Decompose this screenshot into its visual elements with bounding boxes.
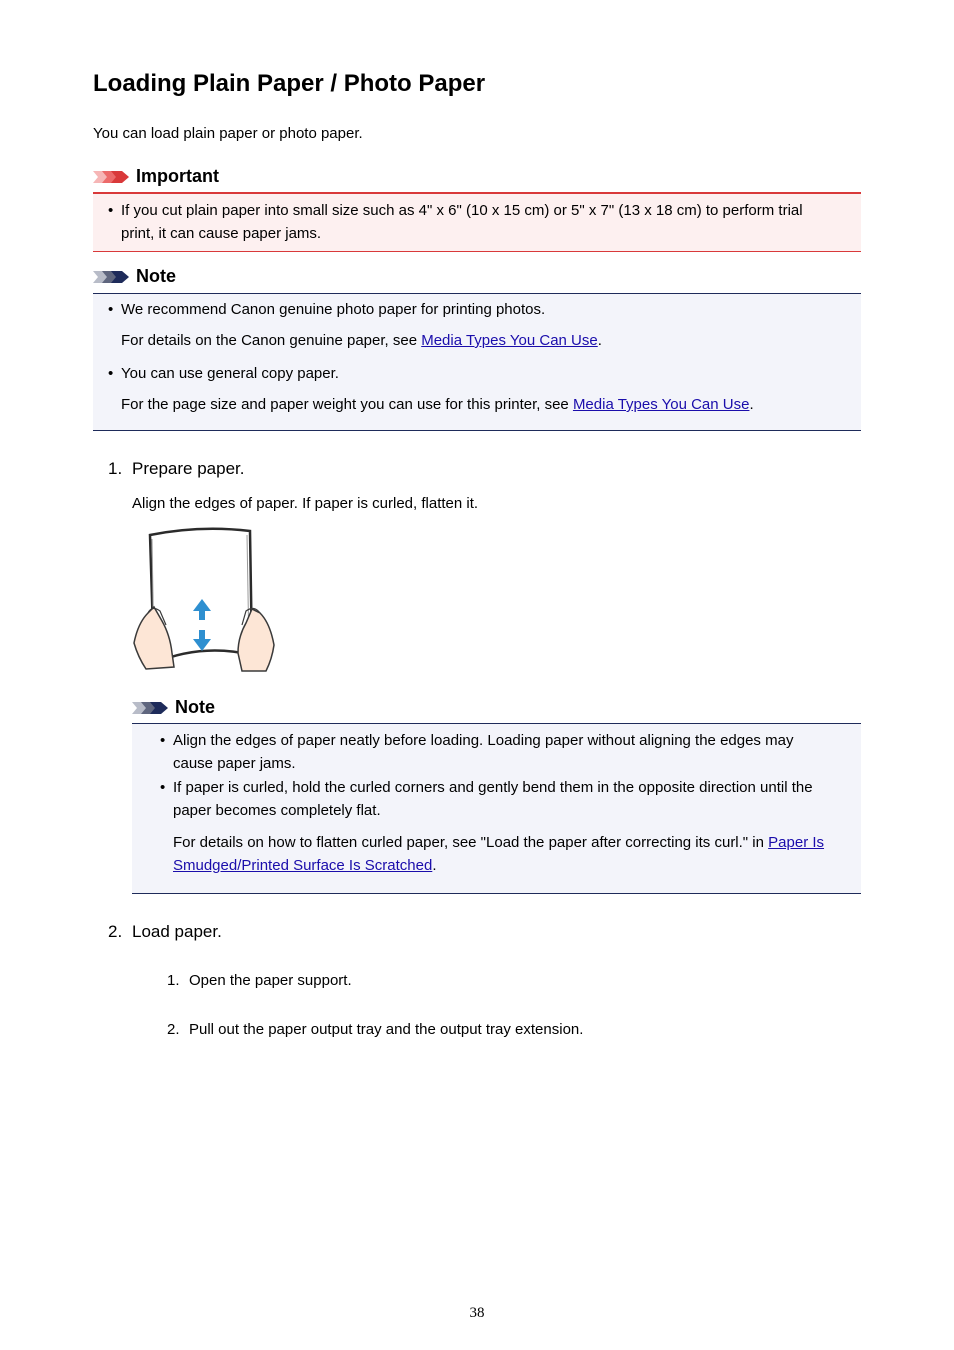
substep-label: Open the paper support. [189, 972, 352, 989]
bullet: • [108, 365, 114, 382]
note-item-line2: cause paper jams. [173, 755, 296, 772]
step-number: 1. [108, 459, 123, 478]
note-item-line1: Align the edges of paper neatly before loading. Loading paper without aligning the edges may [173, 732, 794, 749]
note-label: Note [175, 697, 215, 717]
note-item-detail [121, 332, 602, 349]
note-item [160, 776, 813, 822]
step-number: 2. [108, 922, 123, 941]
detail-suffix: . [597, 332, 602, 349]
note-box [93, 293, 861, 431]
important-text-line2: print, it can cause paper jams. [121, 225, 322, 242]
page-title: Loading Plain Paper / Photo Paper [93, 70, 486, 97]
important-label: Important [136, 166, 219, 186]
media-types-link[interactable]: Media Types You Can Use [421, 332, 598, 349]
step-1 [108, 459, 245, 479]
detail-text: For details on how to flatten curled paper, see "Load the paper after correcting its curl." in [173, 834, 769, 851]
note-item [160, 729, 794, 775]
note-heading [132, 697, 215, 718]
substep-label: Pull out the paper output tray and the output tray extension. [189, 1021, 584, 1038]
intro-text: You can load plain paper or photo paper. [93, 125, 363, 142]
detail-text: For the page size and paper weight you can use for this printer, see [121, 396, 573, 413]
note-item-text: You can use general copy paper. [121, 365, 339, 382]
bullet: • [108, 202, 114, 219]
media-types-link[interactable]: Media Types You Can Use [572, 396, 750, 413]
important-box [93, 192, 861, 252]
note-item-line1: If paper is curled, hold the curled corners and gently bend them in the opposite direction until the [173, 779, 813, 796]
bullet: • [160, 732, 166, 749]
paper-smudged-link-continued[interactable]: Smudged/Printed Surface Is Scratched [173, 857, 433, 874]
paper-smudged-link[interactable]: Paper Is [768, 834, 825, 851]
note-chevrons-icon [93, 268, 131, 286]
note-item-detail [173, 831, 861, 877]
note-item-text: We recommend Canon genuine photo paper for printing photos. [121, 301, 546, 318]
step-label: Prepare paper. [132, 459, 245, 478]
note-heading [93, 266, 176, 287]
note-item [108, 362, 339, 385]
step-1-description: Align the edges of paper. If paper is curled, flatten it. [132, 495, 479, 512]
detail-text: For details on the Canon genuine paper, see [121, 332, 422, 349]
substep-number: 2. [167, 1021, 180, 1038]
page-number: 38 [469, 1305, 485, 1321]
note-chevrons-icon [132, 699, 170, 717]
note-item-detail [121, 396, 754, 413]
bullet: • [108, 301, 114, 318]
note-item [108, 298, 546, 321]
important-heading [93, 166, 219, 187]
note-box [132, 723, 861, 894]
important-chevrons-icon [93, 168, 131, 186]
substep-number: 1. [167, 972, 180, 989]
paper-alignment-illustration [130, 525, 280, 675]
substep-2 [167, 1021, 584, 1038]
important-item [108, 199, 803, 245]
step-label: Load paper. [132, 922, 222, 941]
note-item-line2: paper becomes completely flat. [173, 802, 381, 819]
substep-1 [167, 972, 352, 989]
note-label: Note [136, 266, 176, 286]
important-text-line1: If you cut plain paper into small size such as 4" x 6" (10 x 15 cm) or 5" x 7" (13 x 18 cm) to perform trial [121, 202, 803, 219]
step-2 [108, 922, 222, 942]
bullet: • [160, 779, 166, 796]
detail-suffix: . [432, 857, 437, 874]
detail-suffix: . [749, 396, 754, 413]
